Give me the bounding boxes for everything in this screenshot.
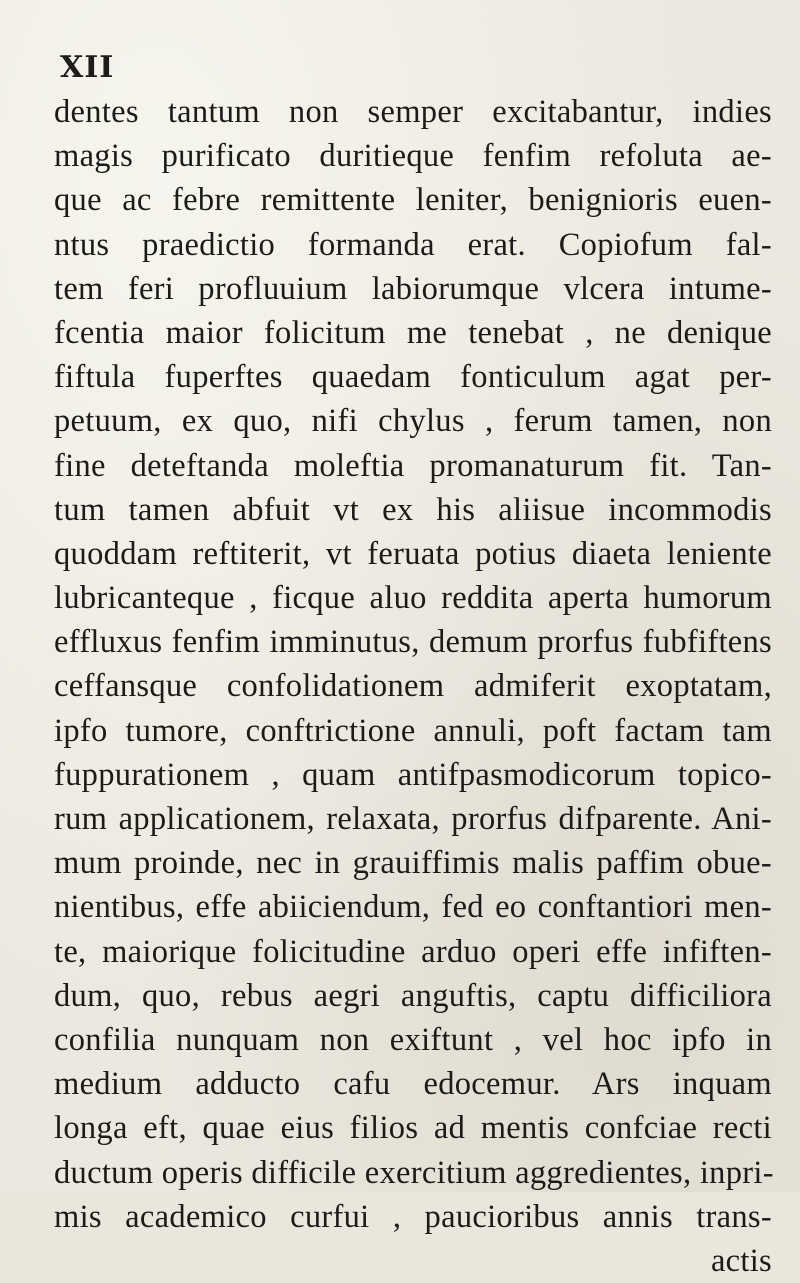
text-line: longa eft, quae eius filios ad mentis confciae recti: [54, 1110, 772, 1147]
text-line: que ac febre remittente leniter, benignioris euen-: [54, 182, 772, 219]
text-line: dum, quo, rebus aegri anguftis, captu difficiliora: [54, 977, 772, 1014]
page-number: XII: [60, 50, 115, 85]
text-line: confilia nunquam non exiftunt , vel hoc ipfo in: [54, 1021, 772, 1058]
text-line: tem feri profluuium labiorumque vlcera intume-: [54, 270, 772, 307]
text-line: medium adducto cafu edocemur. Ars inquam: [54, 1066, 772, 1103]
text-line: ceffansque confolidationem admiferit exoptatam,: [54, 668, 772, 705]
text-line: mis academico curfui , paucioribus annis trans-: [54, 1198, 772, 1235]
body-text: [54, 90, 772, 1283]
text-line: ductum operis difficile exercitium aggredientes, inpri-: [54, 1154, 774, 1191]
text-line: ntus praedictio formanda erat. Copiofum fal-: [54, 226, 772, 263]
text-line: nientibus, effe abiiciendum, fed eo conftantiori men-: [54, 889, 772, 926]
text-line: magis purificato duritieque fenfim refoluta ae-: [54, 138, 772, 175]
text-line: mum proinde, nec in grauiffimis malis paffim obue-: [54, 845, 772, 882]
text-line: fine deteftanda moleftia promanaturum fit. Tan-: [54, 447, 772, 484]
text-line: effluxus fenfim imminutus, demum prorfus fubfiftens: [54, 624, 772, 661]
text-line: rum applicationem, relaxata, prorfus difparente. Ani-: [54, 801, 772, 837]
text-line: lubricanteque , ficque aluo reddita aperta humorum: [54, 580, 772, 617]
text-line: quoddam reftiterit, vt feruata potius diaeta leniente: [54, 535, 772, 572]
text-line: te, maiorique folicitudine arduo operi effe infiften-: [54, 933, 772, 970]
text-line: ipfo tumore, conftrictione annuli, poft factam tam: [54, 712, 772, 749]
text-line: fiftula fuperftes quaedam fonticulum agat per-: [54, 359, 772, 396]
text-line: tum tamen abfuit vt ex his aliisue incommodis: [54, 491, 772, 528]
text-line: fcentia maior folicitum me tenebat , ne denique: [54, 314, 772, 351]
text-line: petuum, ex quo, nifi chylus , ferum tamen, non: [54, 403, 772, 440]
text-line: fuppurationem , quam antifpasmodicorum topico-: [54, 756, 772, 793]
catchword: actis: [710, 1242, 772, 1279]
text-line: dentes tantum non semper excitabantur, indies: [54, 94, 772, 130]
